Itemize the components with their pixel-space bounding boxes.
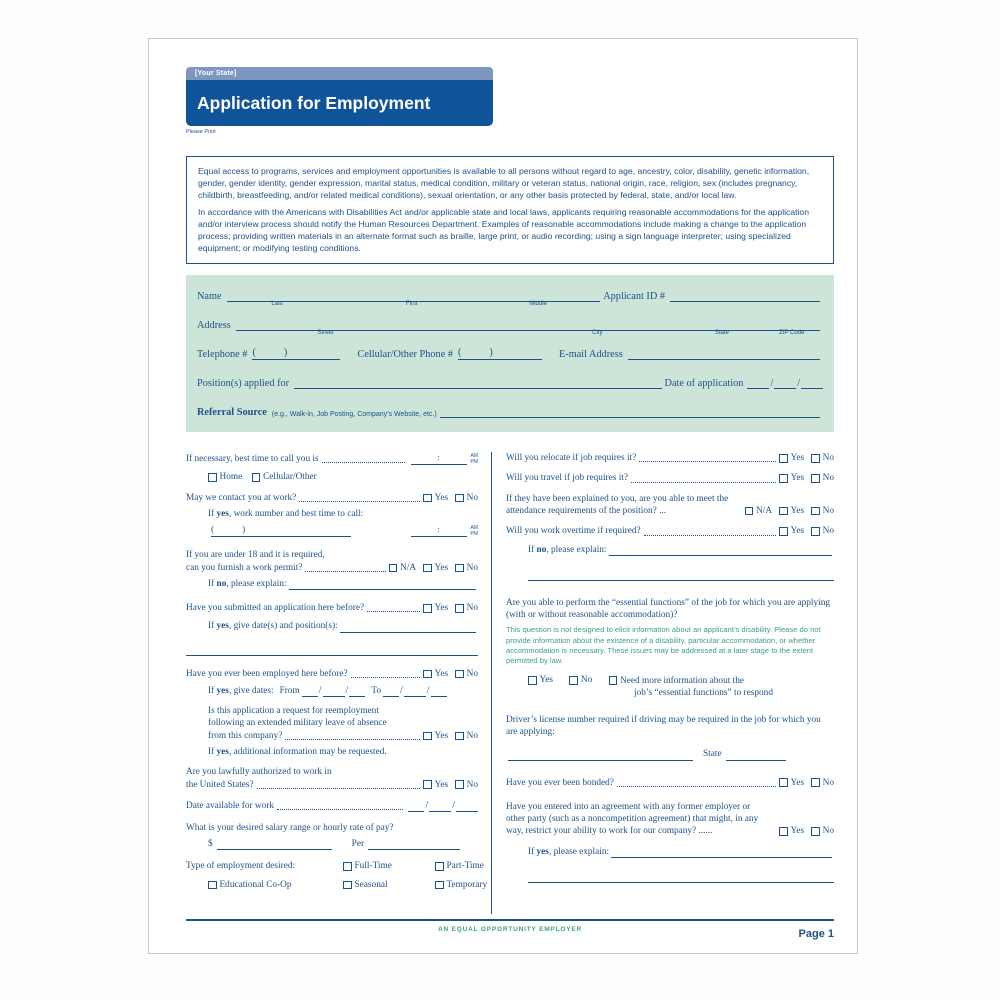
address-label: Address [197, 320, 231, 332]
name-field[interactable] [227, 289, 601, 308]
yes-option[interactable]: Yes [779, 777, 804, 789]
attendance-row [506, 505, 834, 517]
drivers-license-field[interactable] [508, 749, 693, 761]
address-sublabel-street: Street [317, 330, 334, 337]
telephone-field[interactable] [252, 347, 340, 360]
home-option[interactable] [208, 471, 242, 483]
time-field[interactable] [411, 524, 467, 537]
na-checkbox[interactable] [745, 507, 754, 516]
additional-info-note: If yes, additional information may be requested. [208, 746, 387, 757]
contact-at-work-question: May we contact you at work? [186, 492, 297, 503]
no-checkbox[interactable] [811, 454, 820, 463]
telephone-label: Telephone # [197, 349, 248, 361]
referral-row [197, 405, 823, 418]
agreement-row [506, 825, 834, 837]
dollar-sign: $ [208, 839, 213, 850]
page-number: Page 1 [798, 928, 834, 940]
reemployment-row: from this company? Yes No [208, 730, 478, 741]
bonded-question: Have you ever been bonded? [506, 777, 614, 788]
equal-access-notice [186, 156, 834, 264]
questions-section [186, 452, 834, 914]
paren-open: ( [457, 347, 462, 359]
overtime-explain-field[interactable] [609, 544, 832, 556]
seasonal-checkbox[interactable] [343, 881, 352, 890]
dot-leader [631, 482, 776, 483]
ada-accommodations-paragraph: In accordance with the Americans with Disabilities Act and/or applicable state and local laws, applicants requiring reasonable accommodations for the application and/or interview process should notify the Human Resources Department. Examples of reasonable accommodations include making a change to the application process; providing written materials in an alternate format such as braille, large print, or audio recording; using a sign language interpreter; using specialized equipment; or modifying testing conditions. [198, 207, 809, 254]
yes-checkbox[interactable] [423, 670, 432, 679]
no-checkbox[interactable] [455, 732, 464, 741]
referral-source-field[interactable] [440, 405, 820, 418]
phone-type-options [208, 471, 478, 486]
essential-functions-options [528, 674, 834, 699]
dot-leader [322, 462, 405, 463]
yes-option[interactable]: Yes [423, 730, 448, 742]
please-print-note: Please Print [186, 129, 216, 135]
colon: : [437, 452, 440, 463]
no-checkbox[interactable] [455, 670, 464, 679]
dates-positions-field-line2[interactable] [186, 643, 478, 656]
salary-fields-row [208, 838, 478, 850]
full-time-checkbox[interactable] [343, 862, 352, 871]
contact-at-work-row [186, 492, 478, 504]
travel-row [506, 472, 834, 484]
from-label: From [279, 685, 300, 696]
name-sublabel-first: First [405, 301, 418, 308]
position-field[interactable] [294, 376, 661, 389]
paren-close: ) [489, 347, 493, 359]
no-option[interactable]: No [455, 492, 478, 504]
no-checkbox[interactable] [455, 494, 464, 503]
agreement-explain-field[interactable] [611, 846, 832, 858]
bonded-row [506, 777, 834, 789]
from-date-field[interactable] [302, 684, 366, 697]
slash: / [345, 684, 349, 696]
to-label: To [371, 685, 382, 696]
yes-option[interactable]: Yes [779, 452, 804, 464]
name-sublabel-last: Last [271, 301, 283, 308]
paren-close: ) [283, 347, 288, 359]
yes-option[interactable]: Yes [423, 602, 448, 614]
submitted-before-row [186, 602, 478, 614]
submitted-before-question: Have you submitted an application here before? [186, 603, 365, 614]
yes-checkbox[interactable] [779, 507, 788, 516]
paren-open: ( [211, 525, 215, 536]
am-pm-label: AM PM [470, 453, 478, 466]
yes-option[interactable]: Yes [779, 505, 804, 517]
phone-email-row [197, 347, 823, 360]
yes-option[interactable]: Yes [423, 779, 448, 791]
work-number-field[interactable] [211, 524, 351, 537]
dot-leader [644, 535, 776, 536]
employed-before-question: Have you ever been employed here before? [186, 668, 348, 679]
slash: / [425, 799, 429, 811]
if-no-explain-label: If no, please explain: [208, 578, 287, 589]
referral-source-hint: (e.g., Walk-in, Job Posting, Company’s Website, etc.) [271, 411, 437, 419]
state-tab-label: [Your State] [195, 70, 237, 77]
date-day-field[interactable] [774, 378, 796, 389]
yes-checkbox[interactable] [423, 732, 432, 741]
dot-leader [305, 571, 385, 572]
cellular-label: Cellular/Other Phone # [357, 349, 453, 361]
license-state-label: State [703, 749, 722, 760]
yes-option[interactable]: Yes [779, 525, 804, 537]
yes-checkbox[interactable] [423, 494, 432, 503]
slash: / [770, 378, 774, 390]
address-sublabel-state: State [714, 330, 729, 337]
applicant-identity-section [186, 275, 834, 432]
no-option[interactable]: No [455, 562, 478, 574]
to-date-field[interactable] [383, 684, 447, 697]
full-time-option[interactable]: Full-Time [343, 860, 428, 872]
applicant-id-label: Applicant ID # [603, 291, 665, 303]
yes-option[interactable]: Yes [779, 825, 804, 837]
agreement-question-line2: other party (such as a noncompetition agreement) that might, in any [506, 814, 759, 825]
date-month-field[interactable] [747, 378, 769, 389]
paren-open: ( [252, 347, 256, 359]
name-sublabel-middle: Middle [529, 301, 547, 308]
drivers-license-question: Driver’s license number required if driving may be required in the job for which you are applying: [506, 714, 821, 738]
authorized-question-line2: the United States? [186, 779, 254, 790]
slash: / [452, 799, 455, 811]
no-option[interactable]: No [569, 674, 592, 686]
no-option[interactable]: No [455, 668, 478, 680]
part-time-option[interactable]: Part-Time [435, 860, 520, 872]
dot-leader [351, 677, 421, 678]
address-field[interactable] [236, 318, 820, 337]
reemployment-question: Is this application a request for reemployment following an extended military leave of absence from this company? Yes No If yes, additional information may be requested. [208, 706, 478, 757]
form-title: Application for Employment [197, 93, 431, 113]
work-time-field[interactable] [411, 524, 479, 537]
overtime-explain-field-line2[interactable] [528, 568, 834, 581]
equal-access-paragraph: Equal access to programs, services and employment opportunities is available to all persons without regard to age, ancestry, color, disability, genetic information, gender, gender identity, gender expression, marital status, medical condition, military or veteran status, national origin, race, religion, sex (includes pregnancy, childbirth, breastfeeding, and/or related medical conditions), sexual orientation, or any other basis protected by federal, state, and/or local law. [198, 166, 810, 201]
yes-option[interactable]: Yes [423, 492, 448, 504]
na-option[interactable]: N/A [389, 562, 417, 574]
applicant-id-field[interactable] [670, 289, 820, 302]
no-checkbox[interactable] [811, 827, 820, 836]
if-yes-give-dates-label: If yes, give dates: [208, 685, 274, 696]
form-title-bar [186, 80, 493, 126]
permit-explain-field[interactable] [289, 578, 476, 590]
no-checkbox[interactable] [569, 676, 578, 685]
state-tab [186, 67, 493, 80]
name-label: Name [197, 291, 222, 303]
dot-leader [617, 786, 776, 787]
date-year-field[interactable] [801, 378, 823, 389]
agreement-question-line1: Have you entered into an agreement with any former employer or [506, 801, 751, 812]
if-no-explain-label: If no, please explain: [528, 544, 607, 555]
no-checkbox[interactable] [811, 527, 820, 536]
employment-type-options [186, 860, 488, 891]
no-option[interactable]: No [455, 602, 478, 614]
educational-coop-option[interactable]: Educational Co-Op [208, 879, 336, 891]
work-number-prompt: If yes, work number and best time to call: [208, 509, 364, 520]
salary-period-field[interactable] [368, 838, 460, 850]
referral-source-label: Referral Source [197, 407, 267, 419]
home-label: Home [219, 472, 243, 483]
name-row [197, 289, 823, 308]
yes-option[interactable]: Yes [423, 668, 448, 680]
cellular-other-label: Cellular/Other [263, 472, 317, 483]
essential-functions-note: This question is not designed to elicit information about an applicant’s disability. Please do not provide information about the existence of a disability, particular accommodation, or whether accommodation is necessary. These issues may be addressed at a later stage to the extent permitted by law. [506, 625, 821, 666]
yes-checkbox[interactable] [423, 780, 432, 789]
yes-checkbox[interactable] [528, 676, 537, 685]
questions-right-column [491, 452, 834, 914]
address-sublabel-zip: ZIP Code [779, 330, 805, 337]
no-option[interactable]: No [455, 730, 478, 742]
dot-leader [285, 739, 420, 740]
dot-leader [277, 809, 403, 810]
work-permit-question-line2: can you furnish a work permit? [186, 562, 303, 573]
paren-close: ) [242, 525, 246, 536]
work-number-row [208, 524, 478, 537]
address-sublabel-city: City [592, 330, 603, 337]
employed-before-row [186, 668, 478, 680]
best-time-question: If necessary, best time to call you is [186, 453, 319, 464]
na-checkbox[interactable] [389, 564, 398, 573]
no-checkbox[interactable] [455, 564, 464, 573]
cellular-field[interactable] [458, 347, 542, 360]
yes-option[interactable]: Yes [423, 562, 448, 574]
part-time-checkbox[interactable] [435, 862, 444, 871]
yes-checkbox[interactable] [779, 778, 788, 787]
drivers-license-row [506, 748, 834, 760]
am-pm-label: AM PM [470, 525, 478, 538]
na-option[interactable]: N/A [745, 505, 773, 517]
application-form-sheet [148, 38, 858, 954]
dot-leader [299, 501, 420, 502]
employment-dates-row [208, 684, 478, 697]
date-available-field[interactable] [408, 799, 478, 812]
footer-rule [186, 919, 834, 921]
no-option[interactable]: No [811, 472, 834, 484]
attendance-question-line1: If they have been explained to you, are you able to meet the [506, 493, 729, 504]
relocate-question: Will you relocate if job requires it? [506, 453, 637, 464]
no-checkbox[interactable] [811, 474, 820, 483]
yes-option[interactable]: Yes [528, 674, 553, 686]
home-checkbox[interactable] [208, 473, 217, 482]
date-available-row [186, 799, 478, 812]
no-checkbox[interactable] [811, 778, 820, 787]
per-label: Per [351, 839, 365, 850]
dot-leader [257, 788, 420, 789]
work-permit-question-line1: If you are under 18 and it is required, [186, 550, 325, 561]
work-permit-row [186, 562, 478, 574]
no-checkbox[interactable] [455, 604, 464, 613]
need-more-info-option[interactable] [609, 675, 773, 700]
equal-opportunity-employer-text: AN EQUAL OPPORTUNITY EMPLOYER [438, 926, 582, 933]
email-field[interactable] [628, 347, 820, 360]
educational-coop-checkbox[interactable] [208, 881, 217, 890]
yes-option[interactable]: Yes [779, 472, 804, 484]
salary-question: What is your desired salary range or hourly rate of pay? [186, 822, 394, 833]
yes-checkbox[interactable] [423, 564, 432, 573]
overtime-question: Will you work overtime if required? [506, 526, 641, 537]
if-yes-explain-label: If yes, please explain: [528, 846, 610, 857]
slash: / [426, 684, 430, 696]
questions-left-column [186, 452, 491, 914]
no-checkbox[interactable] [455, 780, 464, 789]
if-yes-dates-positions-label: If yes, give date(s) and position(s): [208, 621, 338, 632]
temporary-option[interactable]: Temporary [435, 879, 520, 891]
agreement-explain-row [528, 846, 834, 858]
license-state-field[interactable] [726, 749, 786, 761]
agreement-question-line3: way, restrict your ability to work for our company? ...... [506, 826, 713, 837]
temporary-checkbox[interactable] [435, 881, 444, 890]
authorized-row [186, 779, 478, 791]
overtime-row [506, 525, 834, 537]
no-option[interactable]: No [455, 779, 478, 791]
cellular-other-option[interactable] [252, 471, 317, 483]
slash: / [400, 684, 403, 696]
position-row [197, 376, 823, 389]
employment-type-label: Type of employment desired: [186, 861, 296, 872]
dates-positions-field[interactable] [340, 621, 476, 633]
yes-checkbox[interactable] [779, 827, 788, 836]
dot-leader [367, 611, 420, 612]
slash: / [318, 684, 322, 696]
seasonal-option[interactable]: Seasonal [343, 879, 428, 891]
date-of-application-label: Date of application [664, 378, 744, 390]
best-time-row [186, 452, 478, 465]
agreement-explain-field-line2[interactable] [528, 870, 834, 883]
position-label: Position(s) applied for [197, 378, 290, 390]
relocate-row [506, 452, 834, 464]
date-available-question: Date available for work [186, 800, 275, 811]
slash: / [797, 378, 800, 390]
best-time-field[interactable] [411, 452, 479, 465]
no-option[interactable]: No [811, 825, 834, 837]
travel-question: Will you travel if job requires it? [506, 473, 628, 484]
no-option[interactable]: No [811, 452, 834, 464]
need-more-info-checkbox[interactable] [609, 676, 618, 685]
yes-checkbox[interactable] [779, 527, 788, 536]
page-footer [186, 919, 834, 940]
yes-checkbox[interactable] [779, 474, 788, 483]
no-option[interactable]: No [811, 777, 834, 789]
time-field[interactable] [411, 452, 467, 465]
no-option[interactable]: No [811, 505, 834, 517]
address-row [197, 318, 823, 337]
cellular-other-checkbox[interactable] [252, 473, 261, 482]
essential-functions-question: Are you able to perform the “essential functions” of the job for which you are applying (with or without reasonable accommodation)? [506, 597, 830, 621]
authorized-question-line1: Are you lawfully authorized to work in [186, 767, 332, 778]
permit-explain-row [208, 578, 478, 590]
email-label: E-mail Address [558, 349, 623, 361]
overtime-explain-row [528, 544, 834, 556]
no-checkbox[interactable] [811, 507, 820, 516]
yes-checkbox[interactable] [423, 604, 432, 613]
colon: : [437, 524, 440, 535]
no-option[interactable]: No [811, 525, 834, 537]
dates-positions-row [208, 620, 478, 632]
date-of-application-field[interactable] [747, 378, 823, 389]
dot-leader [639, 461, 776, 462]
need-more-info-label: Need more information about the job’s “essential functions” to respond [620, 676, 773, 699]
salary-amount-field[interactable] [217, 838, 332, 850]
yes-checkbox[interactable] [779, 454, 788, 463]
attendance-question-line2: attendance requirements of the position? ... [506, 506, 667, 517]
